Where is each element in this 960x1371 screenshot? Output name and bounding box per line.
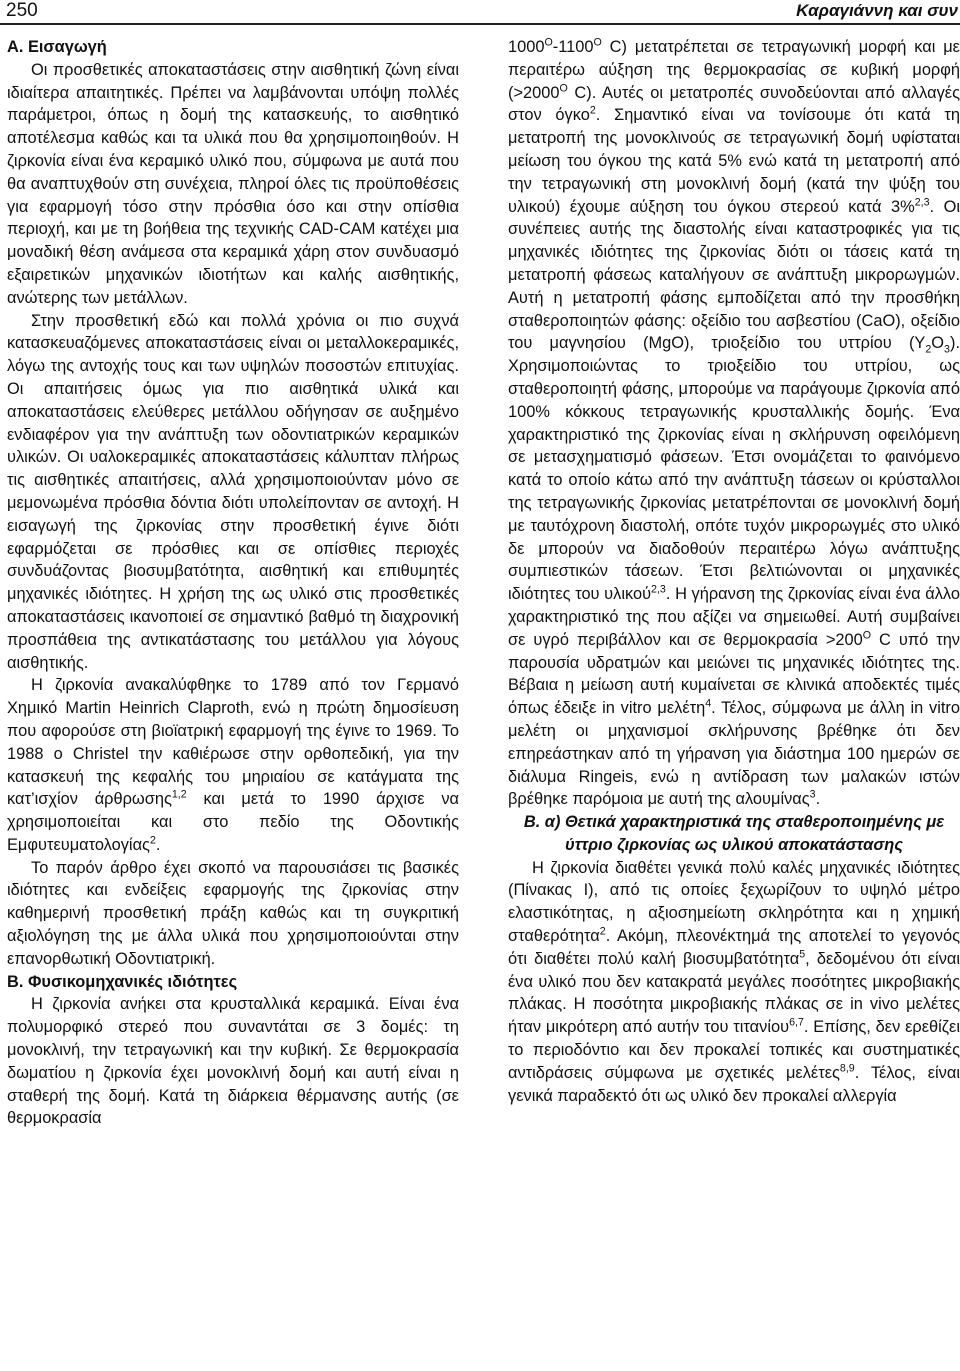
text-run: .: [815, 790, 821, 809]
citation: 1,2: [171, 788, 187, 801]
text-run: . Οι συνέπειες αυτής της διαστολής είναι καταστροφικές για τις μηχανικές ιδιότητες της ζιρκονίας διότι οι τάσεις κατά τη μετατροπή φάσεως καταλήγουν σε ανάπτυξη μικρορωγμών. Αυτή η μετατροπή φάσης εμποδίζεται από την προσθήκη σταθεροποιητών φάσης: οξείδιο του ασβεστίου (CaO), οξείδιο του μαγνησίου (MgO), τριοξείδιο του υττρίου (Y: [508, 197, 960, 353]
intro-paragraph-3: [7, 674, 459, 856]
citation: 4: [705, 697, 712, 710]
text-run: . Σημαντικό είναι να τονίσουμε ότι κατά τη μετατροπή της μονοκλινούς σε τετραγωνική δομή υφίσταται μείωση του όγκου της κατά 5% ενώ κατά τη μετατροπή από την τετραγωνική στη μονοκλινή δομή (κατά την ψύξη του υλικού) έχουμε αύξηση του όγκου στερεού κατά 3%: [508, 106, 960, 216]
p3-text: Η ζιρκονία ανακαλύφθηκε το 1789 από τον Γερμανό Χημικό Martin Heinrich Claproth, ενώ η πρώτη δημοσίευση που αφορούσε στη βιοϊατρική εφαρμογή της έγινε το 1969. Το 1988 ο Christel την καθιέρωσε στην ορθοπεδική, για την κατασκευή της κεφαλής του μηριαίου σε κατάγματα της κατ’ισχίον άρθρωσης: [7, 676, 459, 809]
properties-paragraph-1: Η ζιρκονία ανήκει στα κρυσταλλικά κεραμικά. Είναι ένα πολυμορφικό στερεό που συναντάται σε 3 δομές: τη μονοκλινή, την τετραγωνική και την κυβική. Σε θερμοκρασία δωματίου η ζιρκονία έχει μονοκλινή δομή και αυτή είναι η σταθερή της δομή. Κατά τη διάρκεια θέρμανσης αυτής (σε θερμοκρασία: [7, 995, 459, 1128]
text-run: C υπό την παρουσία υδρατμών και μειώνει τις μηχανικές ιδιότητες της. Βέβαια η μείωση αυτή κυμαίνεται σε κλινικά αποδεκτές τιμές όπως έδειξε in vitro μελέτη: [508, 630, 960, 718]
subscript: 2: [925, 343, 932, 356]
text-run: . Επίσης, δεν ερεθίζει το περιοδόντιο και δεν προκαλεί τοπικές και συστηματικές αντιδράσεις σύμφωνα με σχετικές μελέτες: [508, 1018, 960, 1082]
right-column: [508, 36, 960, 1107]
text-run: 1000: [508, 38, 545, 56]
intro-paragraph-2: Στην προσθετική εδώ και πολλά χρόνια οι πιο συχνά κατασκευαζόμενες αποκαταστάσεις είναι οι μεταλλοκεραμικές, λόγω της αντοχής τους και των υψηλών ποσοστών επιτυχίας. Οι απαιτήσεις όμως για πιο αισθητικά υλικά και αποκαταστάσεις ελεύθερες μετάλλου οδήγησαν σε αυξημένο ενδιαφέρον για την ανάπτυξη των οδοντιατρικών κεραμικών υλικών. Οι υαλοκεραμικές αποκαταστάσεις κάλυπταν πλήρως τις αισθητικές απαιτήσεις, αλλά χρησιμοποιούνταν μόνο σε μεμονωμένα πρόσθια δόντια διότι υπολείπονταν σε αντοχή. Η εισαγωγή της ζιρκονίας στην προσθετική έγινε διότι εφαρμόζεται σε πρόσθιες και σε οπίσθιες περιοχές συνδυάζοντας βιοσυμβατότητα, αισθητική και επιθυμητές μηχανικές ιδιότητες. Η χρήση της ως υλικό στις προσθετικές αποκαταστάσεις ικανοποιεί σε σημαντικό βαθμό τη διαχρονική προσπάθεια της αντικατάστασης του μετάλλου για λόγους αισθητικής.: [7, 311, 459, 672]
text-run: Η ζιρκονία διαθέτει γενικά πολύ καλές μηχανικές ιδιότητες (Πίνακας Ι), από τις οποίες ξεχωρίζουν το υψηλό μέτρο ελαστικότητας, η αξιοσημείωτη σκληρότητα και η χημική σταθερότητα: [508, 858, 960, 946]
subscript: 3: [944, 343, 950, 356]
degree-mark: O: [593, 36, 602, 49]
citation: 2: [149, 834, 156, 847]
citation: 2,3: [914, 196, 930, 209]
running-head: Καραγιάννη και συν: [796, 1, 958, 20]
intro-paragraph-4: Το παρόν άρθρο έχει σκοπό να παρουσιάσει τις βασικές ιδιότητες και ενδείξεις εφαρμογής της ζιρκονίας στην καθημερινή προσθετική πράξη καθώς και τη συγκριτική αξιολόγηση της με άλλα υλικά που χρησιμοποιούνται στην επανορθωτική Οδοντιατρική.: [7, 858, 459, 968]
degree-mark: O: [544, 36, 553, 49]
citation: 2,3: [651, 583, 666, 596]
degree-mark: O: [559, 82, 568, 95]
citation: 2: [589, 104, 596, 117]
citation: 6,7: [789, 1016, 804, 1029]
p3-end: .: [155, 835, 161, 854]
citation: 3: [809, 788, 816, 801]
text-run: O: [931, 334, 945, 353]
section-b-title: B. Φυσικομηχανικές ιδιότητες: [7, 972, 238, 991]
properties-paragraph-2: [508, 36, 960, 811]
header-rule: [0, 23, 960, 25]
section-a-title: A. Εισαγωγή: [7, 38, 107, 56]
text-run: C) μετατρέπεται σε τετραγωνική μορφή και με περαιτέρω αύξηση της θερμοκρασίας σε κυβική μορφή (>2000: [508, 38, 960, 102]
text-run: ). Χρησιμοποιώντας το τριοξείδιο του υττρίου, ως σταθεροποιητή φάσης, μπορούμε να παράγουμε ζιρκονία από 100% κόκκους τετραγωνικής κρυσταλλικής δομής. Ένα χαρακτηριστικό της ζιρκονίας είναι η σκλήρυνση οφειλόμενη σε μετασχηματισμό φάσεων. Έτσι ονομάζεται το φαινόμενο κατά το οποίο κάτω από την ανάπτυξη τάσεων οι κρύσταλλοι της τετραγωνικής ζιρκονίας μετατρέπονται σε μονοκλινή δομή με ταυτόχρονη διαστολή, οπότε τυχόν μικρορωγμές στο υλικό δε μπορούν να διαδοθούν περαιτέρω λόγω ανάπτυξης συμπιεστικών τάσεων. Έτσι βελτιώνονται οι μηχανικές ιδιότητες του υλικού: [508, 334, 960, 604]
intro-paragraph-1: Οι προσθετικές αποκαταστάσεις στην αισθητική ζώνη είναι ιδιαίτερα απαιτητικές. Πρέπει να λαμβάνονται υπόψη πολλές παράμετροι, όπως η δομή της κατασκευής, το αισθητικό αποτέλεσμα καθώς και τα υλικά που θα χρησιμοποιηθούν. Η ζιρκονία είναι ένα κεραμικό υλικό που, σύμφωνα με αυτά που θα αναπτυχθούν στη συνέχεια, πληροί όλες τις προϋποθέσεις για εφαρμογή τόσο στην πρόσθια όσο και στην οπίσθια περιοχή, και με τη βοήθεια της τεχνικής CAD-CAM κατέχει μια μοναδική θέση ανάμεσα στα κεραμικά χάρη στον συνδυασμό εξαιρετικών μηχανικών ιδιοτήτων και καλής αισθητικής, ανώτερης των μετάλλων.: [7, 60, 459, 307]
text-run: , δεδομένου ότι είναι ένα υλικό που δεν κατακρατά μεγάλες ποσότητες μικροβιακής πλάκας. Η ποσότητα μικροβιακής πλάκας σε in vivo μελέτες ήταν μικρότερη από αυτήν του τιτανίου: [508, 949, 960, 1037]
text-run: . Η γήρανση της ζιρκονίας είναι ένα άλλο χαρακτηριστικό της που αξίζει να σημειωθεί. Αυτή συμβαίνει σε υγρό περιβάλλον και σε θερμοκρασία >200: [508, 585, 960, 649]
left-column: [7, 36, 459, 1130]
citation: 2: [599, 925, 606, 938]
positive-features-paragraph: [508, 857, 960, 1108]
citation: 5: [799, 948, 806, 961]
text-run: C). Αυτές οι μετατροπές συνοδεύονται από αλλαγές στον όγκο: [508, 83, 960, 125]
p3-text-2: και μετά το 1990 άρχισε να χρησιμοποιείται και στο πεδίο της Οδοντικής Εμφυτευματολογίας: [7, 790, 460, 854]
citation: 8,9: [839, 1062, 855, 1075]
page-number: 250: [6, 0, 38, 21]
text-run: . Τέλος, είναι γενικά παραδεκτό ότι ως υλικό δεν προκαλεί αλλεργία: [508, 1063, 960, 1105]
text-run: . Ακόμη, πλεονέκτημά της αποτελεί το γεγονός ότι διαθέτει πολύ καλή βιοσυμβατότητα: [508, 927, 960, 968]
degree-mark: O: [862, 629, 872, 642]
text-run: . Τέλος, σύμφωνα με άλλη in vitro μελέτη οι μηχανισμοί σκλήρυνσης βρέθηκε ότι δεν επηρεάστηκαν από τη γήρανση για διάστημα 100 ημερών σε διάλυμα Ringeis, ενώ η αντίδραση των μαλακών ιστών βρέθηκε παρόμοια με αυτή της αλουμίνας: [508, 699, 960, 809]
section-c-title: B. α) Θετικά χαρακτηριστικά της σταθεροποιημένης με ύττριο ζιρκονίας ως υλικού αποκατάστασης: [523, 813, 945, 854]
text-run: -1100: [552, 38, 594, 56]
